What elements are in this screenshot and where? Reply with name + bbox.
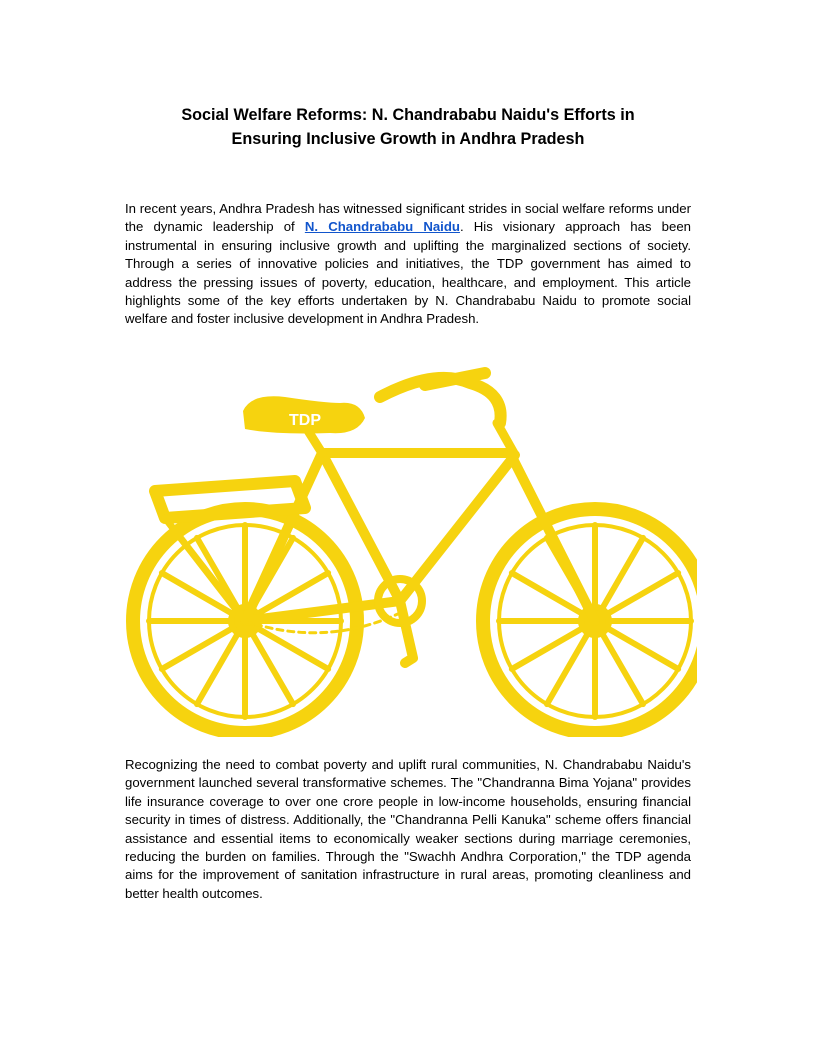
intro-text-before-link: In recent years, Andhra Pradesh has witnessed significant strides in social welfare reforms under the dynamic leadership of	[125, 201, 691, 235]
title-line-2: Ensuring Inclusive Growth in Andhra Pradesh	[231, 130, 585, 148]
title-line-1: Social Welfare Reforms: N. Chandrababu Naidu's Efforts in	[181, 106, 635, 124]
schemes-paragraph: Recognizing the need to combat poverty and uplift rural communities, N. Chandrababu Naidu's government launched several transformative schemes. The "Chandranna Bima Yojana" provides life insurance coverage to over one crore people in low-income households, ensuring financial security in times of distress. Additionally, the "Chandranna Pelli Kanuka" scheme offers financial assistance and essential items to economically weaker sections during marriage ceremonies, reducing the burden on families. Through the "Swachh Andhra Corporation," the TDP agenda aims for the improvement of sanitation infrastructure in rural areas, promoting cleanliness and better health outcomes.	[125, 757, 691, 901]
pedal-crank	[400, 601, 413, 663]
bicycle-icon	[125, 363, 697, 737]
saddle-label: TDP	[289, 412, 321, 429]
intro-text-after-link: . His visionary approach has been instrumental in ensuring inclusive growth and uplifting the marginalized sections of society. Through a series of innovative policies and initiatives, the TDP government has aimed to address the pressing issues of poverty, education, healthcare, and employment. This article highlights some of the key efforts undertaken by N. Chandrababu Naidu to promote social welfare and foster inclusive development in Andhra Pradesh.	[125, 219, 691, 327]
page-title	[125, 103, 691, 151]
handlebar	[380, 373, 501, 423]
naidu-link[interactable]: N. Chandrababu Naidu	[304, 219, 460, 235]
intro-paragraph	[125, 200, 691, 329]
rear-carrier	[155, 481, 305, 518]
